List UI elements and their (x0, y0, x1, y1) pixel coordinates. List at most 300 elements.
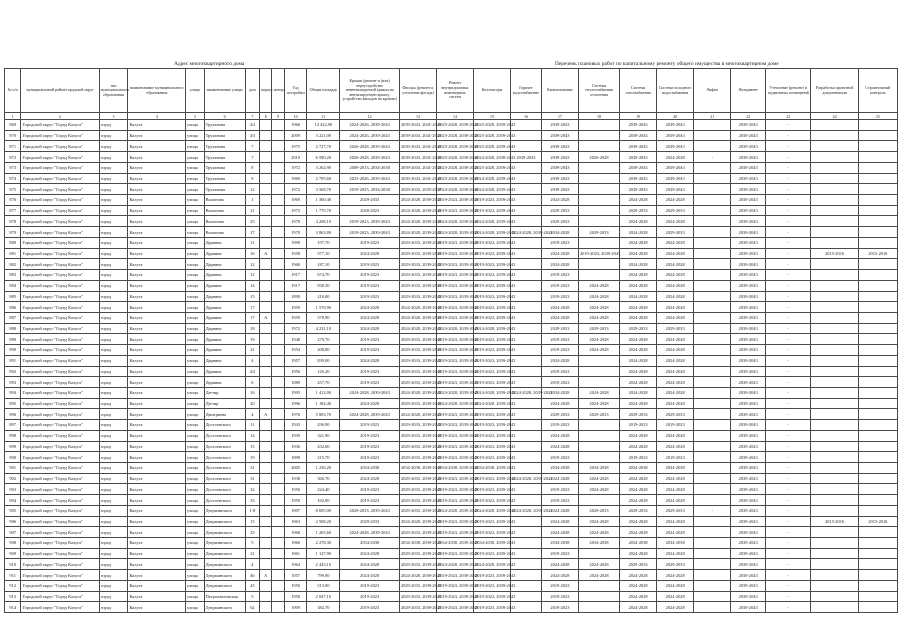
table-row (5, 280, 898, 291)
cell-l (272, 538, 284, 549)
cell-base: - (766, 205, 811, 216)
cell-gas: 2024-2028 (620, 495, 657, 506)
cell-gas: 2024-2028 (620, 591, 657, 602)
cell-street: Труханова (204, 162, 245, 173)
cell-k (260, 441, 272, 452)
cell-street: Достоевского (204, 430, 245, 441)
cell-sew: 2019-2023 (541, 345, 578, 356)
cell-house: 4/2 (245, 366, 259, 377)
cell-n: 873 (5, 162, 21, 173)
cell-sew: 2024-2028 (541, 473, 578, 484)
cell-mun: Калуга (128, 141, 186, 152)
cell-found: 2039-2043 (731, 484, 766, 495)
cell-eng: 2019-2023, 2039-2043 (437, 602, 474, 613)
cell-facade: 2039-2043, 2041-2043 (399, 173, 436, 184)
cell-eng: 2025-2028, 2039-2043 (437, 120, 474, 131)
cell-st: улица (186, 366, 205, 377)
cell-pd (811, 398, 858, 409)
cell-sew: 2024-2028 (541, 227, 578, 238)
cell-base: - (766, 409, 811, 420)
cell-coll: 2019-2023, 2039-2043 (474, 473, 511, 484)
cell-sk (858, 409, 897, 420)
cell-hw (511, 420, 542, 431)
cell-street: Дарвина (204, 291, 245, 302)
cell-area: 1 265,60 (307, 527, 340, 538)
cell-mun: Калуга (128, 162, 186, 173)
cell-gas: 2024-2028 (620, 484, 657, 495)
cell-heat (578, 591, 619, 602)
cell-type: город (99, 291, 128, 302)
cell-hw (511, 441, 542, 452)
cell-found: 2039-2043 (731, 591, 766, 602)
cell-n: 903 (5, 484, 21, 495)
cell-n: 897 (5, 420, 21, 431)
cell-type: город (99, 227, 128, 238)
cell-gas: 2024-2028 (620, 291, 657, 302)
cell-pd (811, 216, 858, 227)
cell-district: Городской округ "Город Калуга" (21, 227, 99, 238)
cell-cw: 2024-2028 (657, 591, 694, 602)
cell-eng: 2019-2023, 2039-2043 (437, 248, 474, 259)
cell-l (272, 345, 284, 356)
cell-year: 1938 (284, 473, 307, 484)
cell-n: 887 (5, 312, 21, 323)
cell-sew: 2024-2028 (541, 355, 578, 366)
cell-mun: Калуга (128, 548, 186, 559)
cell-sew: 2019-2023 (541, 548, 578, 559)
cell-roof: 2024-2028 (340, 355, 400, 366)
cell-k (260, 162, 272, 173)
cell-n: 890 (5, 345, 21, 356)
cell-street: Дарвина (204, 302, 245, 313)
cell-eng: 2019-2023, 2039-2043 (437, 312, 474, 323)
cell-year: 1961 (284, 548, 307, 559)
cell-coll: 2019-2023, 2039-2043 (474, 484, 511, 495)
cell-base: - (766, 377, 811, 388)
cell-cw: 2039-2043 (657, 173, 694, 184)
cell-sk (858, 366, 897, 377)
cell-pd (811, 602, 858, 613)
table-row (5, 184, 898, 195)
column-header: Год постройки (284, 69, 307, 113)
cell-k (260, 398, 272, 409)
table-row (5, 538, 898, 549)
cell-st: улица (186, 441, 205, 452)
cell-st: улица (186, 409, 205, 420)
cell-mun: Калуга (128, 570, 186, 581)
cell-found: 2039-2043 (731, 430, 766, 441)
table-row (5, 345, 898, 356)
cell-n: 892 (5, 366, 21, 377)
cell-sk (858, 452, 897, 463)
cell-coll: 2024-2028, 2039-2043 (474, 184, 511, 195)
cell-year: 1950 (284, 580, 307, 591)
works-group-title: Перечень плановых работ по капитальному ремонту общего имущества в многоквартирном доме (555, 61, 779, 67)
cell-n: 879 (5, 227, 21, 238)
column-header: Система теплоснабжения отопления (578, 69, 619, 113)
cell-sk (858, 473, 897, 484)
cell-area: 321,90 (307, 430, 340, 441)
table-row (5, 430, 898, 441)
cell-district: Городской округ "Город Калуга" (21, 463, 99, 474)
cell-lift (694, 430, 731, 441)
cell-base: - (766, 484, 811, 495)
cell-l (272, 291, 284, 302)
cell-coll: 2024-2028, 2039-2043 (474, 227, 511, 238)
cell-st: улица (186, 248, 205, 259)
cell-type: город (99, 505, 128, 516)
cell-k (260, 505, 272, 516)
cell-facade: 2029-2033, 2039-2043 (399, 398, 436, 409)
cell-house: 21 (245, 548, 259, 559)
cell-st: улица (186, 334, 205, 345)
cell-lift (694, 259, 731, 270)
cell-facade: 2029-2033, 2039-2043 (399, 495, 436, 506)
cell-street: Дзержинского (204, 580, 245, 591)
cell-lift (694, 559, 731, 570)
cell-n: 906 (5, 516, 21, 527)
cell-eng: 2019-2023, 2039-2043 (437, 270, 474, 281)
cell-type: город (99, 205, 128, 216)
cell-cw: 2024-2028 (657, 570, 694, 581)
cell-heat: 2024-2028 (578, 291, 619, 302)
cell-district: Городской округ "Город Калуга" (21, 302, 99, 313)
cell-l (272, 430, 284, 441)
cell-pd: 2015-2016 (811, 248, 858, 259)
cell-mun: Калуга (128, 580, 186, 591)
cell-facade: 2029-2033, 2039-2043 (399, 505, 436, 516)
cell-house: 1-8 (245, 505, 259, 516)
cell-sew: 2039-2043 (541, 173, 578, 184)
cell-area: 2 278,30 (307, 538, 340, 549)
cell-roof: 2024-2028 (340, 302, 400, 313)
cell-found: 2039-2043 (731, 152, 766, 163)
cell-house: 9 (245, 173, 259, 184)
cell-district: Городской округ "Город Калуга" (21, 248, 99, 259)
cell-mun: Калуга (128, 270, 186, 281)
cell-area: 513,90 (307, 580, 340, 591)
cell-district: Городской округ "Город Калуга" (21, 377, 99, 388)
cell-coll: 2019-2023, 2039-2043 (474, 334, 511, 345)
cell-sk (858, 463, 897, 474)
cell-l (272, 580, 284, 591)
cell-sew: 2029-2033 (541, 323, 578, 334)
cell-mun: Калуга (128, 484, 186, 495)
cell-area: 2 047,10 (307, 591, 340, 602)
table-row (5, 559, 898, 570)
cell-hw (511, 591, 542, 602)
cell-sew: 2024-2028 (541, 516, 578, 527)
cell-sk (858, 377, 897, 388)
cell-k (260, 130, 272, 141)
table-row (5, 259, 898, 270)
cell-n: 900 (5, 452, 21, 463)
cell-lift (694, 216, 731, 227)
cell-eng: 2024-2028, 2039-2043 (437, 559, 474, 570)
cell-sk (858, 441, 897, 452)
cell-pd (811, 237, 858, 248)
column-header: Фундамент (731, 69, 766, 113)
cell-found: 2039-2043 (731, 355, 766, 366)
cell-gas: 2024-2028 (620, 280, 657, 291)
cell-pd (811, 259, 858, 270)
cell-hw (511, 430, 542, 441)
column-number: 6 (204, 113, 245, 120)
cell-st: улица (186, 184, 205, 195)
cell-district: Городской округ "Город Калуга" (21, 580, 99, 591)
cell-coll: 2019-2023, 2039-2043 (474, 345, 511, 356)
cell-house: 21 (245, 345, 259, 356)
cell-pd (811, 570, 858, 581)
cell-n: 905 (5, 505, 21, 516)
cell-eng: 2024-2028, 2039-2043 (437, 505, 474, 516)
cell-sew: 2019-2023 (541, 291, 578, 302)
cell-eng: 2025-2028, 2039-2043 (437, 162, 474, 173)
cell-year: 2010 (284, 152, 307, 163)
cell-type: город (99, 430, 128, 441)
cell-st: улица (186, 580, 205, 591)
cell-type: город (99, 334, 128, 345)
cell-eng: 2019-2023, 2039-2043 (437, 291, 474, 302)
cell-sew: 2039-2043 (541, 130, 578, 141)
cell-sk (858, 538, 897, 549)
cell-heat (578, 259, 619, 270)
cell-cw: 2024-2028 (657, 516, 694, 527)
cell-roof: 2019-2023 (340, 345, 400, 356)
cell-sk (858, 323, 897, 334)
cell-cw: 2029-2033 (657, 205, 694, 216)
cell-street: Дарвина (204, 237, 245, 248)
column-number: 24 (811, 113, 858, 120)
cell-base: - (766, 441, 811, 452)
cell-l (272, 527, 284, 538)
cell-n: 909 (5, 548, 21, 559)
cell-type: город (99, 473, 128, 484)
cell-mun: Калуга (128, 355, 186, 366)
cell-base: - (766, 184, 811, 195)
cell-lift (694, 227, 731, 238)
cell-sew: 2019-2023 (541, 280, 578, 291)
cell-district: Городской округ "Город Калуга" (21, 527, 99, 538)
cell-coll: 2019-2023, 2039-2043 (474, 270, 511, 281)
cell-facade: 2029-2033, 2039-2043 (399, 345, 436, 356)
cell-house: 19 (245, 334, 259, 345)
column-header: Канализование (541, 69, 578, 113)
cell-type: город (99, 355, 128, 366)
cell-house: 19 (245, 452, 259, 463)
cell-base: - (766, 152, 811, 163)
cell-district: Городской округ "Город Калуга" (21, 141, 99, 152)
cell-n: 874 (5, 173, 21, 184)
cell-heat: 2034-2038 (578, 463, 619, 474)
cell-house: 11 (245, 237, 259, 248)
cell-l (272, 237, 284, 248)
cell-l (272, 312, 284, 323)
cell-lift (694, 548, 731, 559)
cell-facade: 2024-2028, 2039-2043 (399, 516, 436, 527)
cell-k (260, 430, 272, 441)
cell-l (272, 184, 284, 195)
cell-k (260, 120, 272, 131)
cell-lift (694, 173, 731, 184)
cell-cw: 2024-2028 (657, 484, 694, 495)
cell-sk (858, 162, 897, 173)
cell-year: 1997 (284, 505, 307, 516)
cell-coll: 2024-2028, 2039-2043 (474, 387, 511, 398)
cell-sew: 2029-2033 (541, 409, 578, 420)
cell-cw: 2029-2033 (657, 409, 694, 420)
cell-coll: 2025-2028, 2039-2043 (474, 162, 511, 173)
cell-type: город (99, 237, 128, 248)
cell-pd (811, 227, 858, 238)
cell-heat: 2024-2028 (578, 570, 619, 581)
cell-house: 27 (245, 227, 259, 238)
cell-facade: 2029-2033, 2039-2043 (399, 291, 436, 302)
cell-hw (511, 162, 542, 173)
cell-lift (694, 591, 731, 602)
cell-l (272, 387, 284, 398)
cell-l (272, 280, 284, 291)
cell-hw: 2024-2028, 2039-2043 (511, 387, 542, 398)
cell-area: 1 570,90 (307, 302, 340, 313)
cell-roof: 2029-2033, 2039-2043 (340, 505, 400, 516)
cell-house: 6 (245, 377, 259, 388)
cell-area: 378,90 (307, 312, 340, 323)
cell-st: улица (186, 570, 205, 581)
cell-facade: 2029-2033, 2039-2043 (399, 430, 436, 441)
cell-pd (811, 173, 858, 184)
cell-hw (511, 216, 542, 227)
cell-year: 1972 (284, 184, 307, 195)
cell-eng: 2024-2028, 2039-2043 (437, 323, 474, 334)
cell-k (260, 452, 272, 463)
cell-facade: 2029-2033, 2035-2037 (399, 184, 436, 195)
cell-cw: 2024-2028 (657, 366, 694, 377)
column-header: наименование улицы (204, 69, 245, 113)
column-header: Фасады (ремонт и утепление фасада) (399, 69, 436, 113)
cell-cw: 2024-2028 (657, 473, 694, 484)
cell-hw (511, 334, 542, 345)
cell-house: 17 (245, 312, 259, 323)
cell-sew: 2024-2028 (541, 259, 578, 270)
cell-found: 2039-2043 (731, 516, 766, 527)
cell-type: город (99, 591, 128, 602)
cell-mun: Калуга (128, 312, 186, 323)
cell-n: 899 (5, 441, 21, 452)
cell-base: - (766, 323, 811, 334)
cell-found: 2039-2043 (731, 120, 766, 131)
cell-sk (858, 548, 897, 559)
cell-n: 901 (5, 463, 21, 474)
cell-mun: Калуга (128, 527, 186, 538)
cell-gas: 2034-2038 (620, 463, 657, 474)
column-header: Утепление (ремонт) и подвальных помещений (766, 69, 811, 113)
cell-lift (694, 570, 731, 581)
cell-hw (511, 270, 542, 281)
cell-area: 2 443,10 (307, 559, 340, 570)
cell-heat (578, 130, 619, 141)
cell-found: 2039-2043 (731, 527, 766, 538)
cell-base: - (766, 227, 811, 238)
cell-cw: 2024-2028 (657, 291, 694, 302)
cell-found: 2039-2043 (731, 216, 766, 227)
cell-sk (858, 345, 897, 356)
cell-l (272, 270, 284, 281)
cell-k (260, 377, 272, 388)
cell-eng: 2019-2023, 2039-2043 (437, 420, 474, 431)
cell-coll: 2019-2023, 2039-2043 (474, 548, 511, 559)
cell-gas: 2024-2028 (620, 334, 657, 345)
cell-district: Городской округ "Город Калуга" (21, 505, 99, 516)
cell-eng: 2024-2028, 2039-2043 (437, 216, 474, 227)
cell-sew: 2024-2028 (541, 527, 578, 538)
cell-l (272, 141, 284, 152)
cell-sew: 2019-2023 (541, 484, 578, 495)
cell-pd (811, 345, 858, 356)
cell-k (260, 591, 272, 602)
table-row (5, 195, 898, 206)
column-header: Система холодного водоснабжения (657, 69, 694, 113)
cell-st: улица (186, 559, 205, 570)
cell-roof: 2019-2023 (340, 452, 400, 463)
cell-street: Дарвина (204, 280, 245, 291)
cell-heat: 2029-2033 (578, 227, 619, 238)
cell-base: - (766, 270, 811, 281)
cell-district: Городской округ "Город Калуга" (21, 345, 99, 356)
cell-lift (694, 484, 731, 495)
column-number: 13 (399, 113, 436, 120)
column-header: Общая площадь (307, 69, 340, 113)
cell-house: 33 (245, 495, 259, 506)
cell-street: Дегтяр (204, 387, 245, 398)
cell-street: Дзержинского (204, 527, 245, 538)
cell-base: - (766, 173, 811, 184)
cell-cw: 2039-2043 (657, 141, 694, 152)
cell-district: Городской округ "Город Калуга" (21, 334, 99, 345)
cell-sk (858, 591, 897, 602)
cell-roof: 2024-2028 (340, 473, 400, 484)
cell-n: 908 (5, 538, 21, 549)
cell-pd (811, 141, 858, 152)
cell-district: Городской округ "Город Калуга" (21, 184, 99, 195)
cell-l (272, 377, 284, 388)
table-row (5, 452, 898, 463)
column-number: 19 (620, 113, 657, 120)
cell-sew: 2039-2043 (541, 162, 578, 173)
cell-cw: 2024-2028 (657, 259, 694, 270)
cell-mun: Калуга (128, 184, 186, 195)
cell-lift (694, 291, 731, 302)
table-row (5, 366, 898, 377)
cell-k (260, 291, 272, 302)
cell-cw: 2024-2028 (657, 580, 694, 591)
cell-coll: 2024-2028, 2039-2043 (474, 505, 511, 516)
cell-sew: 2024-2028 (541, 398, 578, 409)
cell-sew: 2024-2028 (541, 559, 578, 570)
cell-house: 15 (245, 441, 259, 452)
table-row (5, 409, 898, 420)
cell-k (260, 184, 272, 195)
cell-base: - (766, 559, 811, 570)
cell-sew: 2024-2028 (541, 387, 578, 398)
cell-facade: 2024-2028, 2039-2043 (399, 387, 436, 398)
cell-lift (694, 141, 731, 152)
cell-type: город (99, 312, 128, 323)
cell-heat (578, 548, 619, 559)
cell-lift (694, 602, 731, 613)
cell-st: улица (186, 227, 205, 238)
cell-eng: 2025-2028, 2039-2043 (437, 141, 474, 152)
